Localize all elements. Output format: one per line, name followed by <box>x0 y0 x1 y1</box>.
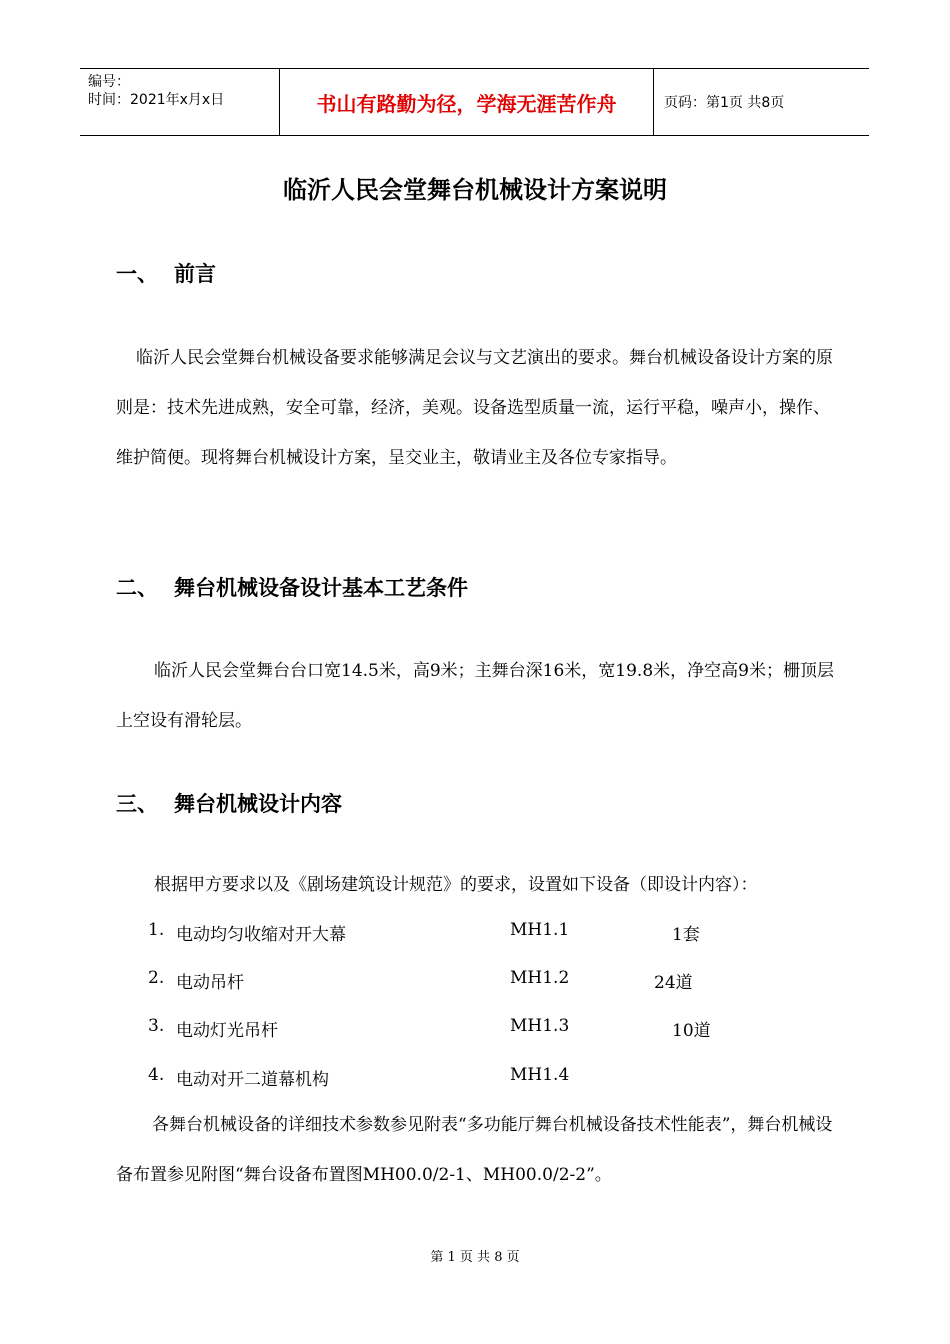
page-footer: 第 1 页 共 8 页 <box>430 1250 520 1265</box>
equipment-row <box>148 968 748 998</box>
number-label: 编号： <box>88 74 130 90</box>
conditions-paragraph: 临沂人民会堂舞台台口宽14.5米，高9米；主舞台深16米，宽19.8米，净空高9米；栅顶层上空设有滑轮层。 <box>116 661 834 731</box>
time-line: 时间：2021年x月x日 <box>88 92 225 108</box>
equipment-number: 3. <box>148 1016 165 1036</box>
header-page-info: 页码：第1页 共8页 <box>664 95 785 111</box>
equipment-row <box>148 1016 748 1046</box>
section-title: 前言 <box>174 262 216 286</box>
section-number: 一、 <box>116 262 158 286</box>
section-number: 三、 <box>116 792 158 816</box>
document-title: 临沂人民会堂舞台机械设计方案说明 <box>283 176 667 204</box>
section-heading-2 <box>116 572 468 602</box>
page-header <box>80 68 869 136</box>
content-lead-paragraph: 根据甲方要求以及《剧场建筑设计规范》的要求，设置如下设备（即设计内容）： <box>154 875 758 895</box>
equipment-code: MH1.4 <box>510 1065 570 1085</box>
section-heading-1 <box>116 258 216 288</box>
equipment-number: 2. <box>148 968 165 988</box>
equipment-row <box>148 920 748 950</box>
equipment-quantity: 1套 <box>672 925 700 945</box>
equipment-name: 电动吊杆 <box>176 973 244 993</box>
section-title: 舞台机械设备设计基本工艺条件 <box>174 576 468 600</box>
equipment-number: 1. <box>148 920 165 940</box>
equipment-name: 电动均匀收缩对开大幕 <box>176 925 346 945</box>
section-title: 舞台机械设计内容 <box>174 792 342 816</box>
header-motto: 书山有路勤为径，学海无涯苦作舟 <box>280 69 654 135</box>
equipment-quantity: 24道 <box>654 973 693 993</box>
equipment-code: MH1.3 <box>510 1016 570 1036</box>
closing-paragraph: 各舞台机械设备的详细技术参数参见附表“多功能厅舞台机械设备技术性能表”，舞台机械设备布置参见附图“舞台设备布置图MH00.0/2-1、MH00.0/2-2”。 <box>116 1115 833 1185</box>
equipment-row <box>148 1065 748 1095</box>
section-heading-3 <box>116 788 342 818</box>
equipment-number: 4. <box>148 1065 165 1085</box>
section-number: 二、 <box>116 576 158 600</box>
header-meta <box>80 69 280 135</box>
equipment-code: MH1.1 <box>510 920 570 940</box>
equipment-quantity: 10道 <box>672 1021 711 1041</box>
equipment-name: 电动灯光吊杆 <box>176 1021 278 1041</box>
intro-paragraph: 临沂人民会堂舞台机械设备要求能够满足会议与文艺演出的要求。舞台机械设备设计方案的原则是：技术先进成熟，安全可靠，经济，美观。设备选型质量一流，运行平稳，噪声小，操作、维护简便。现将舞台机械设计方案，呈交业主，敬请业主及各位专家指导。 <box>116 348 833 468</box>
equipment-name: 电动对开二道幕机构 <box>176 1070 329 1090</box>
equipment-code: MH1.2 <box>510 968 570 988</box>
